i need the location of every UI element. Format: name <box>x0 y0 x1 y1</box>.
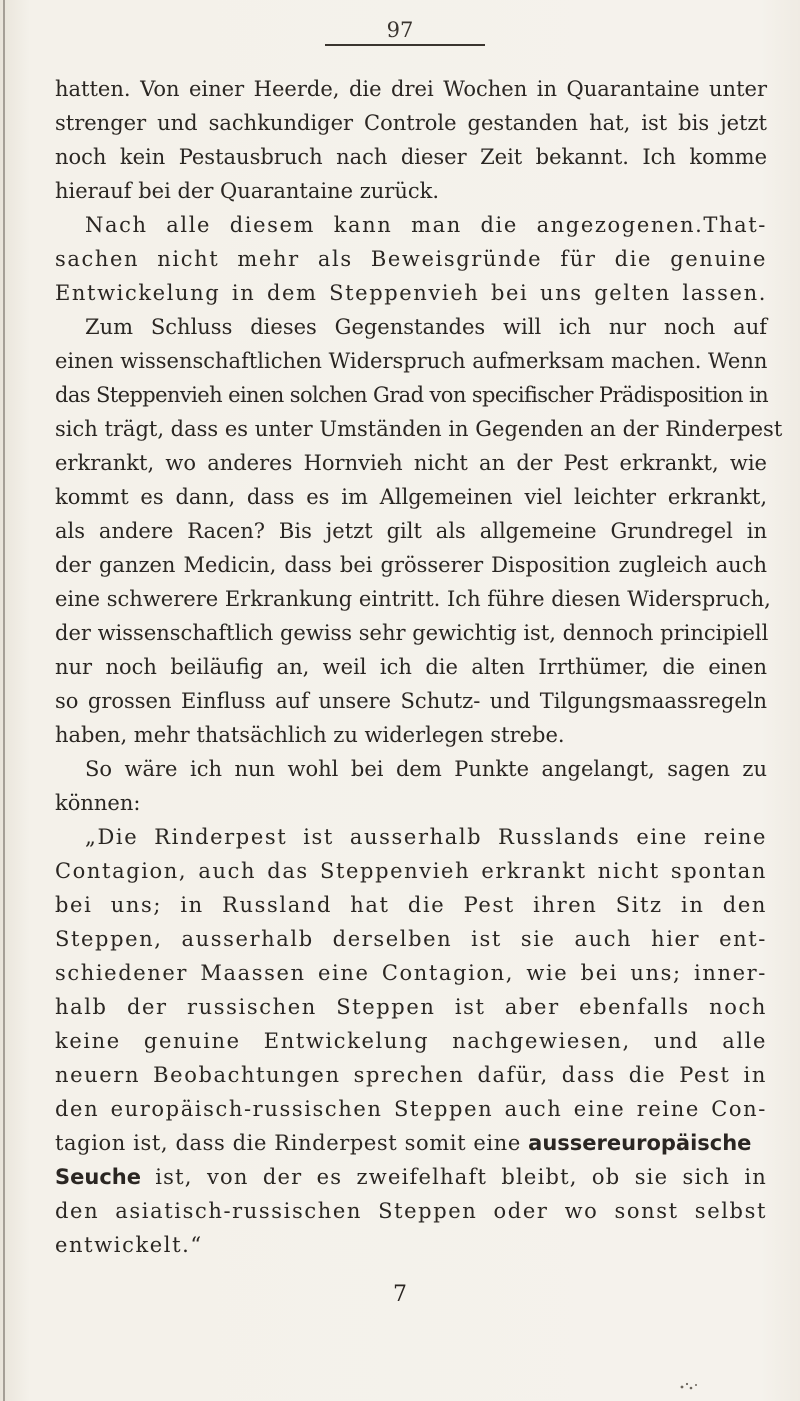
quote-line: neuern Beobachtungen sprechen dafür, dass die Pest in <box>55 1063 767 1087</box>
text-line: Entwickelung in dem Steppenvieh bei uns gelten lassen. <box>55 281 767 305</box>
emphasis-text: Seuche <box>55 1165 141 1189</box>
text-line: erkrankt, wo anderes Hornvieh nicht an der Pest erkrankt, wie <box>55 451 767 475</box>
text-line: So wäre ich nun wohl bei dem Punkte angelangt, sagen zu <box>85 757 767 781</box>
emphasis-text: aussereuropäische <box>528 1131 752 1155</box>
quote-line: entwickelt.“ <box>55 1233 203 1257</box>
text-line: können: <box>55 791 141 815</box>
text-line: eine schwerere Erkrankung eintritt. Ich führe diesen Widerspruch, <box>55 587 771 611</box>
text-line: hatten. Von einer Heerde, die drei Wochen in Quarantaine unter <box>55 77 767 101</box>
quote-line: den europäisch-russischen Steppen auch eine reine Con- <box>55 1097 767 1121</box>
text-line: das Steppenvieh einen solchen Grad von specifischer Prädisposition in <box>55 383 769 407</box>
text-line: einen wissenschaftlichen Widerspruch aufmerksam machen. Wenn <box>55 349 768 373</box>
quote-text: tagion ist, dass die Rinderpest somit eine <box>55 1131 521 1155</box>
text-line: Nach alle diesem kann man die angezogenen.That- <box>85 213 767 237</box>
text-line: strenger und sachkundiger Controle gestanden hat, ist bis jetzt <box>55 111 767 135</box>
page-number: 97 <box>386 18 414 42</box>
header-rule <box>325 44 485 46</box>
quote-line: schiedener Maassen eine Contagion, wie bei uns; inner- <box>55 961 767 985</box>
text-line: sachen nicht mehr als Beweisgründe für die genuine <box>55 247 767 271</box>
text-line: der wissenschaftlich gewiss sehr gewichtig ist, dennoch principiell <box>55 621 769 645</box>
text-line: Zum Schluss dieses Gegenstandes will ich nur noch auf <box>85 315 767 339</box>
quote-line <box>55 1160 767 1194</box>
binding-gutter <box>3 0 5 1401</box>
ink-specks <box>676 1378 704 1392</box>
text-line: noch kein Pestausbruch nach dieser Zeit bekannt. Ich komme <box>55 145 767 169</box>
quote-line <box>55 1126 767 1160</box>
text-line: so grossen Einfluss auf unsere Schutz- und Tilgungsmaassregeln <box>55 689 767 713</box>
quote-line: „Die Rinderpest ist ausserhalb Russlands eine reine <box>85 825 767 849</box>
quote-line: bei uns; in Russland hat die Pest ihren Sitz in den <box>55 893 767 917</box>
text-line: als andere Racen? Bis jetzt gilt als allgemeine Grundregel in <box>55 519 767 543</box>
text-line: sich trägt, dass es unter Umständen in Gegenden an der Rinderpest <box>55 417 783 441</box>
text-line: kommt es dann, dass es im Allgemeinen viel leichter erkrankt, <box>55 485 767 509</box>
body-text <box>55 72 783 1262</box>
text-line: hierauf bei der Quarantaine zurück. <box>55 179 440 203</box>
sheet-signature: 7 <box>393 1282 407 1307</box>
quote-text: ist, von der es zweifelhaft bleibt, ob sie sich in <box>140 1165 767 1189</box>
text-line: haben, mehr thatsächlich zu widerlegen strebe. <box>55 723 565 747</box>
text-line: nur noch beiläufig an, weil ich die alten Irrthümer, die einen <box>55 655 767 679</box>
quote-line: keine genuine Entwickelung nachgewiesen, und alle <box>55 1029 767 1053</box>
quote-line: Steppen, ausserhalb derselben ist sie auch hier ent- <box>55 927 767 951</box>
quote-line: den asiatisch-russischen Steppen oder wo sonst selbst <box>55 1199 767 1223</box>
quote-line: halb der russischen Steppen ist aber ebenfalls noch <box>55 995 767 1019</box>
text-line: der ganzen Medicin, dass bei grösserer Disposition zugleich auch <box>55 553 767 577</box>
quote-line: Contagion, auch das Steppenvieh erkrankt nicht spontan <box>55 859 767 883</box>
